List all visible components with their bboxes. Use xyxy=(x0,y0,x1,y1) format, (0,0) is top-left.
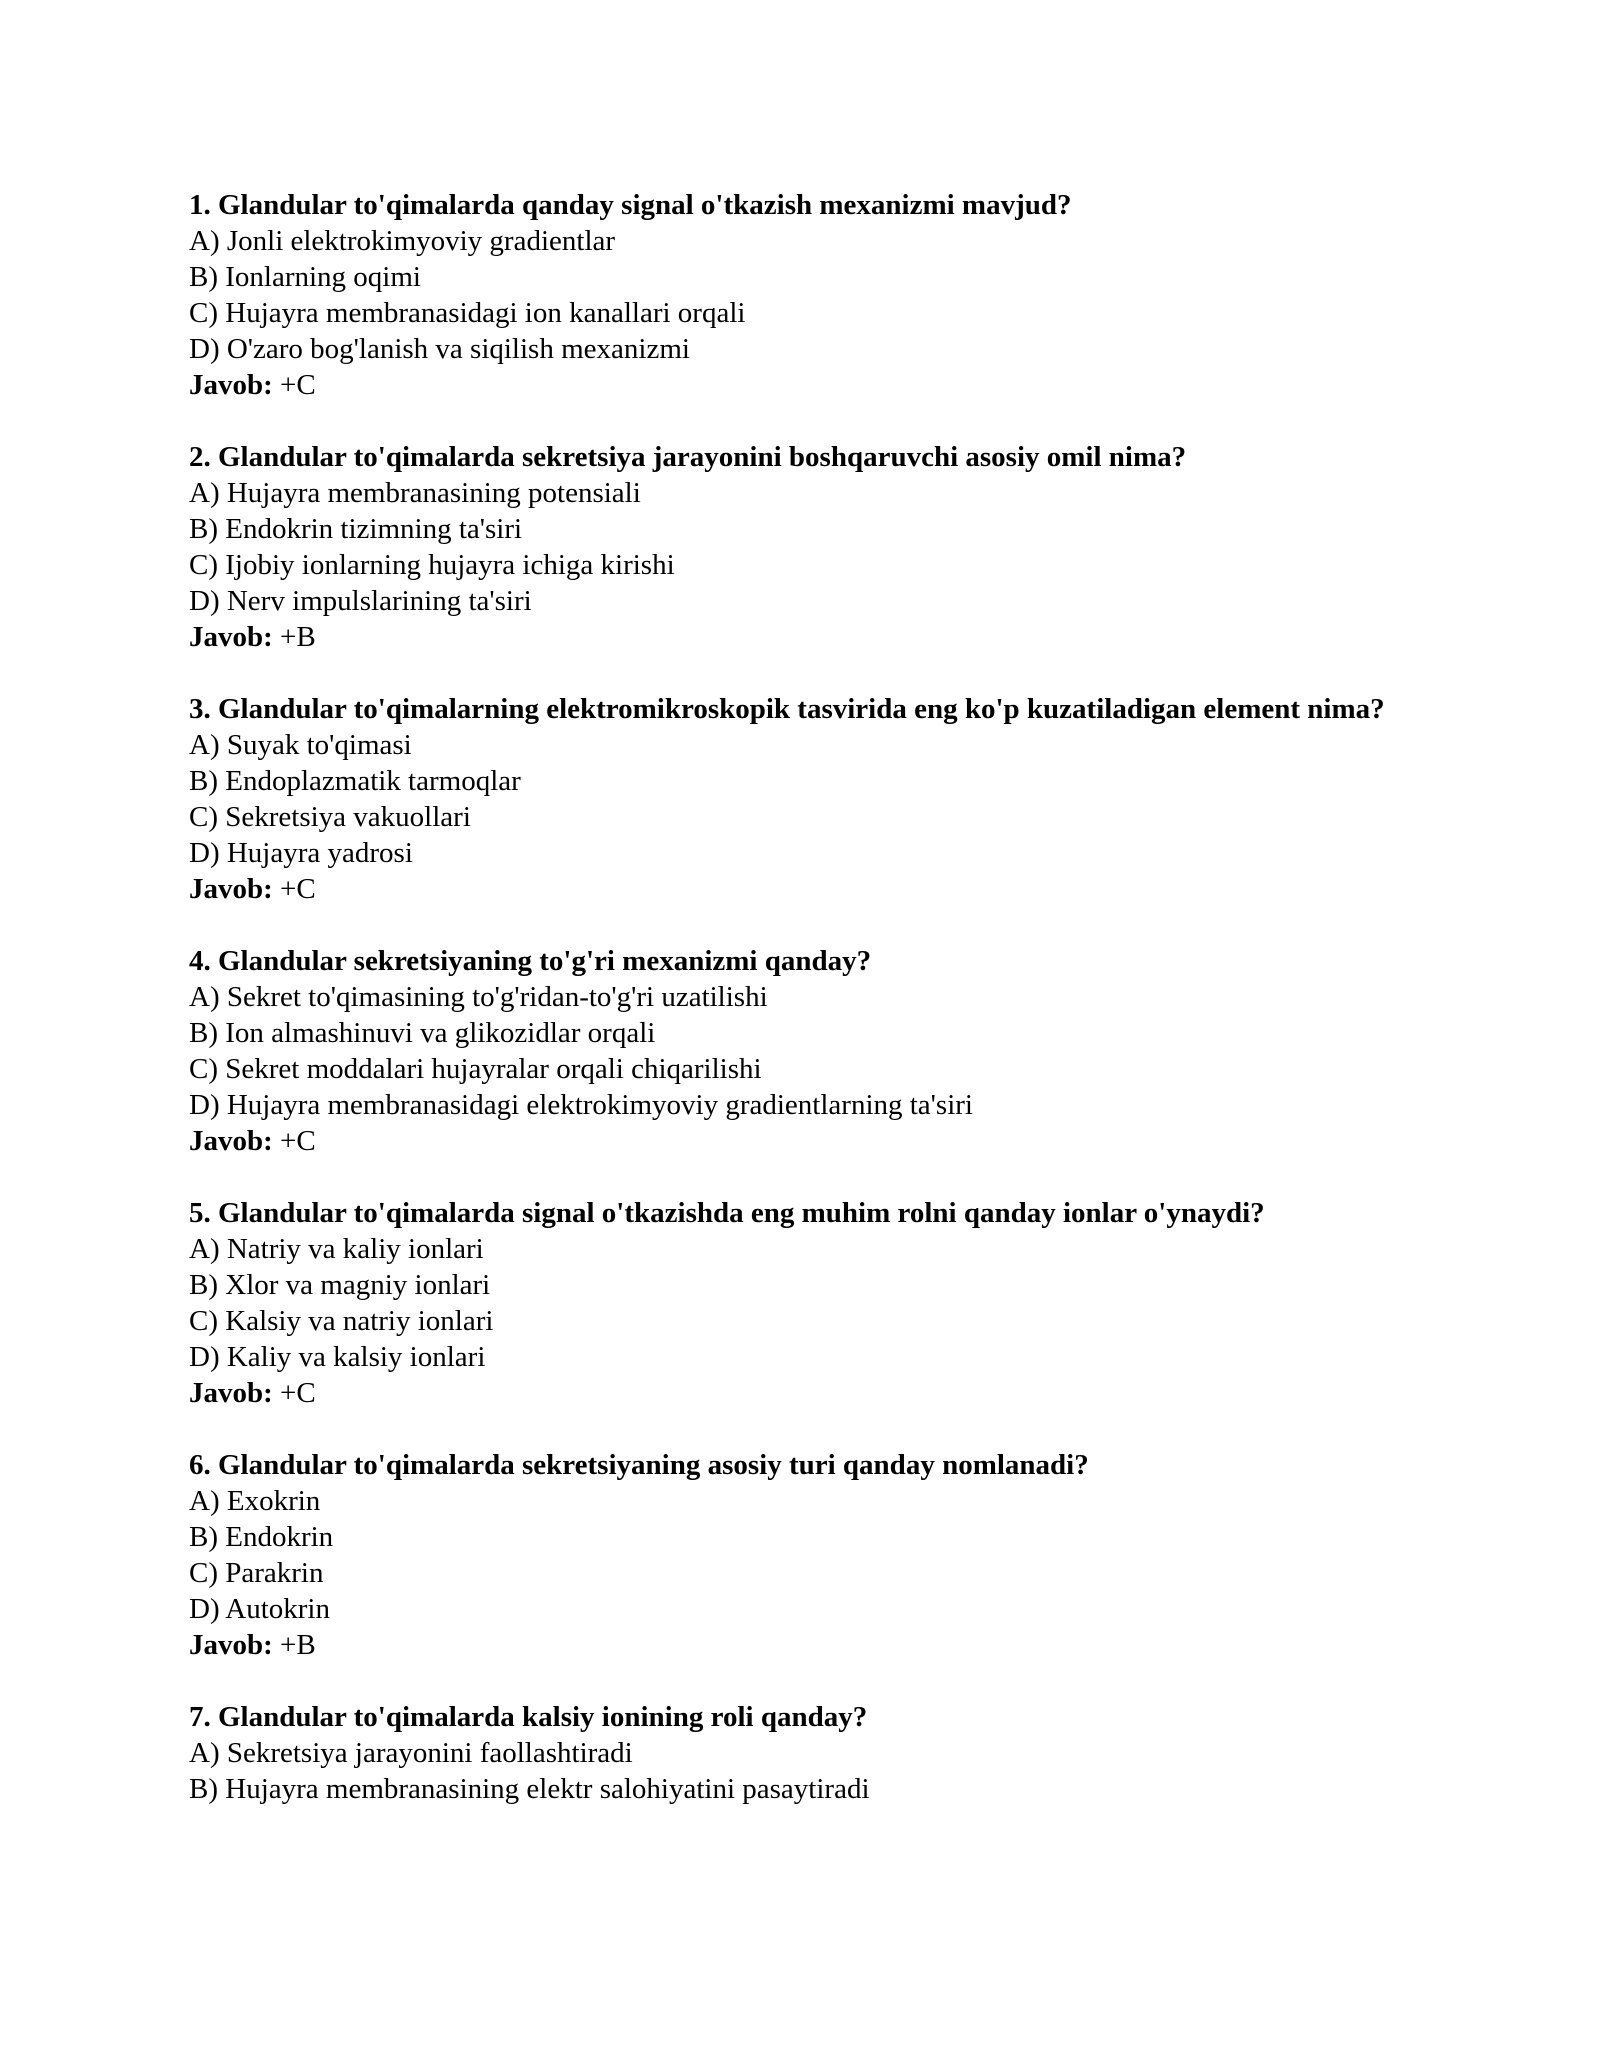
option-a: A) Exokrin xyxy=(189,1485,321,1517)
question-block xyxy=(189,1195,1419,1411)
answer-label: Javob: xyxy=(189,1377,273,1409)
answer-label: Javob: xyxy=(189,873,273,905)
option-c: C) Parakrin xyxy=(189,1557,324,1589)
answer-value: +B xyxy=(280,621,316,653)
option-c: C) Kalsiy va natriy ionlari xyxy=(189,1305,494,1337)
answer-value: +C xyxy=(280,1125,316,1157)
option-b: B) Ionlarning oqimi xyxy=(189,261,421,293)
question-title: 4. Glandular sekretsiyaning to'g'ri mexanizmi qanday? xyxy=(189,945,872,977)
question-block xyxy=(189,1699,1419,1807)
option-c: C) Sekretsiya vakuollari xyxy=(189,801,471,833)
option-c: C) Ijobiy ionlarning hujayra ichiga kirishi xyxy=(189,549,675,581)
option-d: D) Nerv impulslarining ta'siri xyxy=(189,585,532,617)
answer-label: Javob: xyxy=(189,369,273,401)
option-b: B) Endokrin xyxy=(189,1521,334,1553)
answer-value: +C xyxy=(280,873,316,905)
answer-line xyxy=(189,367,1419,403)
answer-label: Javob: xyxy=(189,1629,273,1661)
option-b: B) Hujayra membranasining elektr salohiyatini pasaytiradi xyxy=(189,1773,870,1805)
answer-line xyxy=(189,871,1419,907)
answer-value: +C xyxy=(280,1377,316,1409)
question-block xyxy=(189,1447,1419,1663)
option-b: B) Endokrin tizimning ta'siri xyxy=(189,513,523,545)
question-block xyxy=(189,187,1419,403)
question-title: 7. Glandular to'qimalarda kalsiy ionining roli qanday? xyxy=(189,1701,868,1733)
question-title: 2. Glandular to'qimalarda sekretsiya jarayonini boshqaruvchi asosiy omil nima? xyxy=(189,441,1187,473)
option-a: A) Sekret to'qimasining to'g'ridan-to'g'ri uzatilishi xyxy=(189,981,768,1013)
question-title: 5. Glandular to'qimalarda signal o'tkazishda eng muhim rolni qanday ionlar o'ynaydi? xyxy=(189,1197,1265,1229)
option-b: B) Xlor va magniy ionlari xyxy=(189,1269,491,1301)
answer-label: Javob: xyxy=(189,1125,273,1157)
option-a: A) Hujayra membranasining potensiali xyxy=(189,477,641,509)
answer-line xyxy=(189,1375,1419,1411)
option-c: C) Sekret moddalari hujayralar orqali chiqarilishi xyxy=(189,1053,762,1085)
question-title: 1. Glandular to'qimalarda qanday signal o'tkazish mexanizmi mavjud? xyxy=(189,189,1072,221)
answer-line xyxy=(189,1627,1419,1663)
option-a: A) Jonli elektrokimyoviy gradientlar xyxy=(189,225,616,257)
question-list xyxy=(189,187,1419,1843)
answer-label: Javob: xyxy=(189,621,273,653)
question-block xyxy=(189,943,1419,1159)
question-block xyxy=(189,439,1419,655)
question-title: 3. Glandular to'qimalarning elektromikroskopik tasvirida eng ko'p kuzatiladigan element nima? xyxy=(189,693,1385,725)
question-title: 6. Glandular to'qimalarda sekretsiyaning asosiy turi qanday nomlanadi? xyxy=(189,1449,1089,1481)
answer-line xyxy=(189,1123,1419,1159)
option-d: D) Autokrin xyxy=(189,1593,330,1625)
option-d: D) Kaliy va kalsiy ionlari xyxy=(189,1341,486,1373)
option-a: A) Sekretsiya jarayonini faollashtiradi xyxy=(189,1737,633,1769)
answer-line xyxy=(189,619,1419,655)
option-b: B) Endoplazmatik tarmoqlar xyxy=(189,765,521,797)
option-a: A) Suyak to'qimasi xyxy=(189,729,412,761)
option-d: D) Hujayra yadrosi xyxy=(189,837,413,869)
question-block xyxy=(189,691,1419,907)
answer-value: +B xyxy=(280,1629,316,1661)
answer-value: +C xyxy=(280,369,316,401)
option-d: D) Hujayra membranasidagi elektrokimyoviy gradientlarning ta'siri xyxy=(189,1089,973,1121)
option-c: C) Hujayra membranasidagi ion kanallari orqali xyxy=(189,297,746,329)
option-a: A) Natriy va kaliy ionlari xyxy=(189,1233,484,1265)
option-b: B) Ion almashinuvi va glikozidlar orqali xyxy=(189,1017,656,1049)
option-d: D) O'zaro bog'lanish va siqilish mexanizmi xyxy=(189,333,690,365)
